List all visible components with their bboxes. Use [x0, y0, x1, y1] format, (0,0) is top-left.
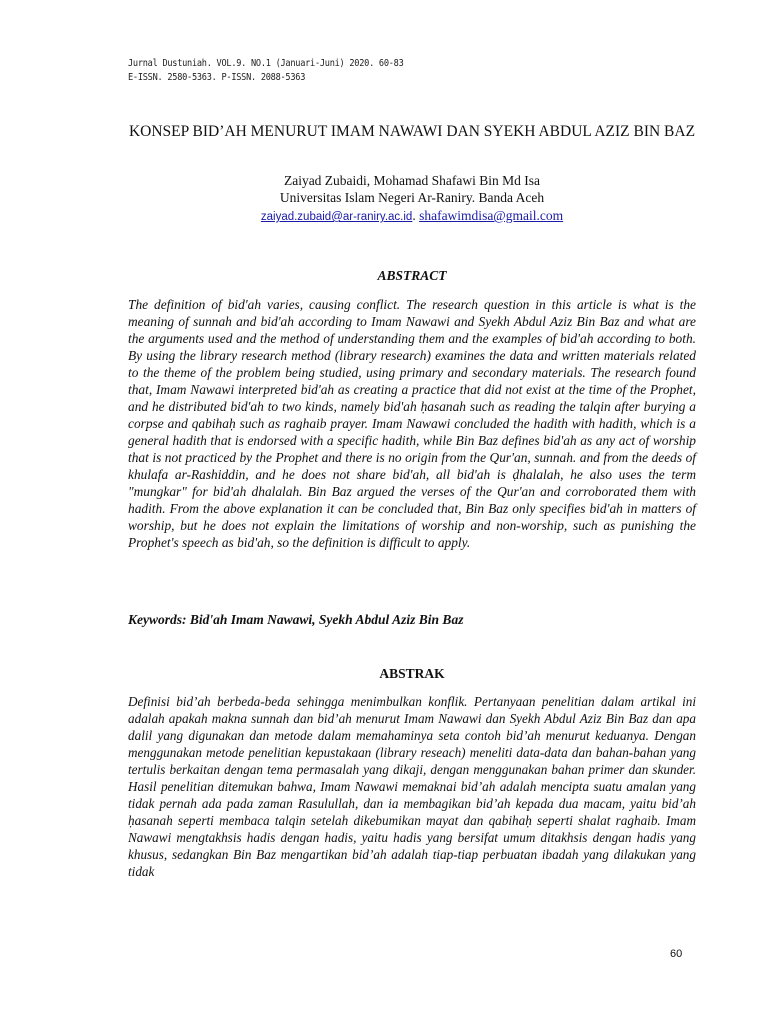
author-names: Zaiyad Zubaidi, Mohamad Shafawi Bin Md Isa — [283, 173, 541, 188]
abstract-heading: ABSTRACT — [377, 268, 447, 283]
issn-line: E-ISSN. 2580-5363. P-ISSN. 2088-5363 — [128, 72, 306, 83]
email-line — [128, 207, 696, 226]
email-link-1[interactable]: zaiyad.zubaid@ar-raniry.ac.id — [260, 211, 413, 223]
abstrak-heading: ABSTRAK — [379, 666, 445, 681]
keywords: Keywords: Bid'ah Imam Nawawi, Syekh Abdul Aziz Bin Baz — [128, 612, 464, 627]
abstrak-body: Definisi bid’ah berbeda-beda sehingga menimbulkan konflik. Pertanyaan penelitian dalam artikal ini adalah apakah makna sunnah dan bid’ah menurut Imam Nawawi dan Syekh Abdul Aziz Bin Baz dan apa dalil yang digunakan dan metode dalam memahaminya seta contoh bid’ah menurut keduanya. Dengan menggunakan metode penelitian kepustakaan (library reseach) meneliti data-data dan bahan-bahan yang tertulis berkaitan dengan tema permasalah yang dikaji, dengan menggunakan bahan primer dan skunder. Hasil penelitian ditemukan bahwa, Imam Nawawi memaknai bid’ah adalah mencipta suatu amalan yang tidak pernah ada pada zaman Rasulullah, dan ia membagikan bid’ah kepada dua macam, yaitu bid’ah ḥasanah seperti membaca talqin setelah dikebumikan mayat dan qabihaḥ seperti shalat raghaib. Imam Nawawi mengtakhsis hadis dengan hadis, yaitu hadis yang bersifat umum ditakhsis dengan hadis yang khusus, sedangkan Bin Baz mengartikan bid’ah adalah tiap-tiap perbuatan ibadah yang dilakukan yang tidak — [128, 694, 696, 879]
email-separator: . — [412, 208, 416, 223]
page-number: 60 — [670, 948, 683, 960]
author-block — [128, 172, 696, 206]
email-link-2[interactable]: shafawimdisa@gmail.com — [419, 208, 564, 223]
affiliation: Universitas Islam Negeri Ar-Raniry. Banda Aceh — [279, 190, 545, 205]
journal-citation: Jurnal Dustuniah. VOL.9. NO.1 (Januari-Juni) 2020. 60-83 — [128, 58, 404, 69]
paper-title: KONSEP BID’AH MENURUT IMAM NAWAWI DAN SYEKH ABDUL AZIZ BIN BAZ — [128, 123, 696, 140]
abstract-body: The definition of bid'ah varies, causing conflict. The research question in this article is what is the meaning of sunnah and bid'ah according to Imam Nawawi and Syekh Abdul Aziz Bin Baz and what are the arguments used and the method of understanding them and the examples of bid'ah according to both. By using the library research method (library research) examines the data and written materials related to the theme of the problem being studied, using primary and secondary materials. The research found that, Imam Nawawi interpreted bid'ah as creating a practice that did not exist at the time of the Prophet, and he distributed bid'ah to two kinds, namely bid'ah ḥasanah such as reading the talqin after burying a corpse and qabihaḥ such as raghaib prayer. Imam Nawawi concluded the hadith with hadith, which is a general hadith that is endorsed with a specific hadith, while Bin Baz defines bid'ah as any act of worship that is not practiced by the Prophet and there is no origin from the Qur'an, sunnah. and from the deeds of khulafa ar-Rashiddin, and he does not share bid'ah, all bid'ah is ḍhalalah, he also uses the term "mungkar" for bid'ah dhalalah. Bin Baz argued the verses of the Qur'an and corroborated them with hadith. From the above explanation it can be concluded that, Bin Baz only specifies bid'ah in matters of worship, but he does not explain the limitations of worship and non-worship, such as punishing the Prophet's speech as bid'ah, so the definition is difficult to apply. — [128, 297, 696, 550]
journal-header — [128, 57, 404, 85]
